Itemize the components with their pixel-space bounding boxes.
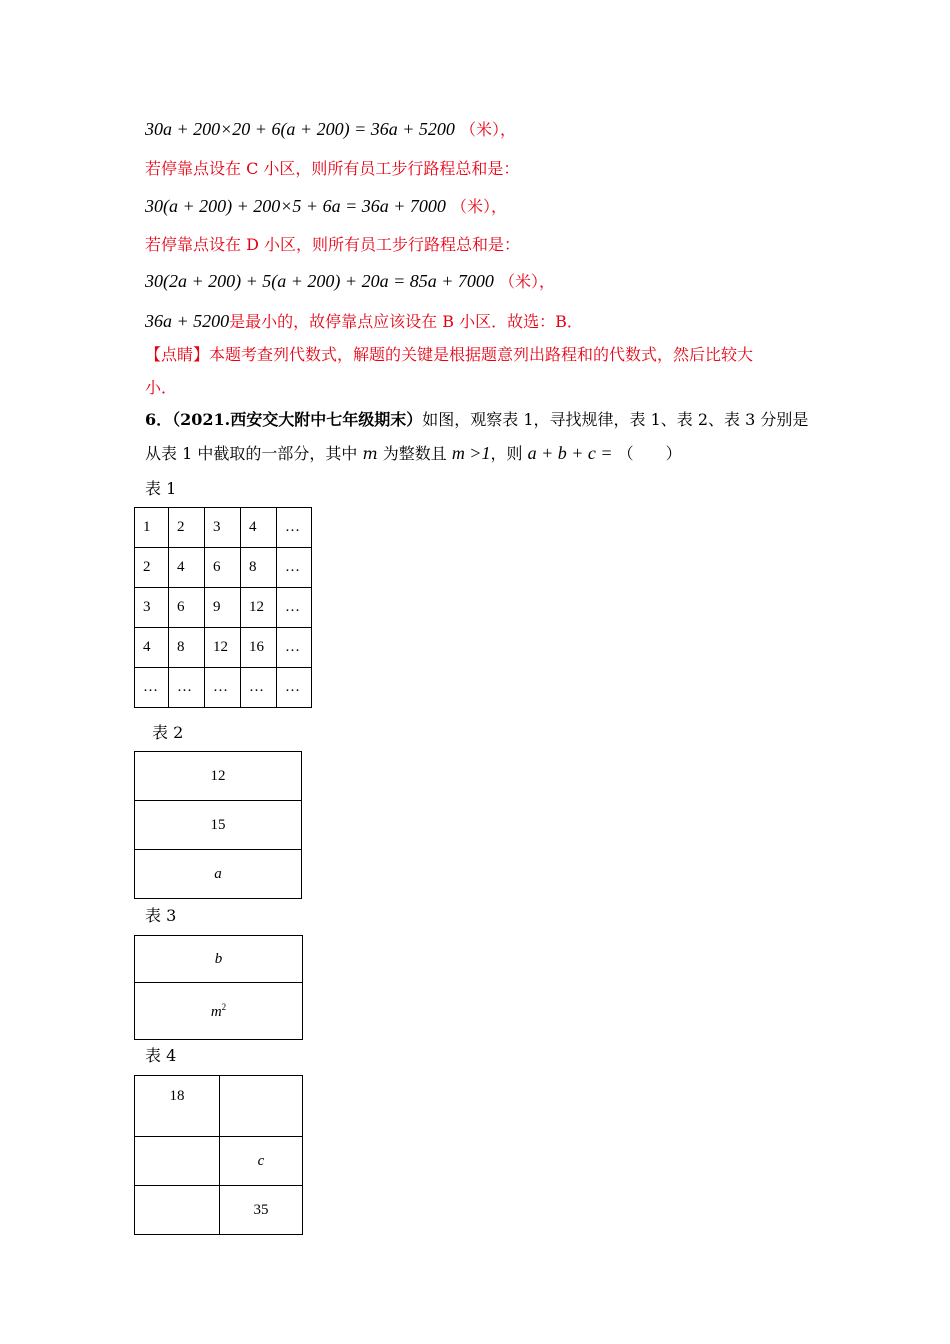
table1-cell: … (241, 668, 277, 708)
table3-cell-b: b (135, 936, 303, 983)
table1-cell: 2 (169, 508, 205, 548)
table1-cell: 6 (205, 548, 241, 588)
table3 (134, 935, 303, 1040)
comment-line-1 (145, 344, 753, 366)
table1-cell: … (169, 668, 205, 708)
conclusion-text: 是最小的，故停靠点应该设在 B 小区．故选：B． (229, 312, 583, 331)
m-base: m (210, 1003, 222, 1020)
table1-row (135, 508, 312, 548)
table1-cell: 4 (241, 508, 277, 548)
question-text-2b: 为整数且 (377, 444, 452, 463)
equation-c: 30(a + 200) + 200×5 + 6a = 36a + 7000 (145, 196, 446, 216)
table1-row (135, 548, 312, 588)
equation-b: 30a + 200×20 + 6(a + 200) = 36a + 5200 (145, 119, 455, 139)
table1 (134, 507, 312, 708)
table2-caption: 表 2 (152, 723, 184, 742)
sum-expression: a + b + c = (527, 443, 613, 463)
table3-cell-m2 (135, 983, 303, 1040)
table1-cell: 6 (169, 588, 205, 628)
equation-d-line (145, 270, 555, 293)
question-line-1 (145, 409, 808, 431)
comment-line-2: 小． (145, 378, 178, 397)
table4-cell (135, 1137, 220, 1186)
unit-c: （米）， (450, 197, 507, 216)
question-source: （2021.西安交大附中七年级期末） (172, 410, 423, 429)
table4-cell (220, 1076, 303, 1137)
question-text-2a: 从表 1 中截取的一部分，其中 (145, 444, 363, 463)
table1-cell: … (135, 668, 169, 708)
table2-cell: 15 (135, 801, 302, 850)
table1-cell: … (277, 548, 312, 588)
table1-cell: 2 (135, 548, 169, 588)
equation-b-line (145, 118, 516, 141)
table1-row (135, 668, 312, 708)
table1-cell: … (277, 588, 312, 628)
table1-cell: … (205, 668, 241, 708)
unit-d: （米）， (498, 272, 555, 291)
answer-blank: （ ） (617, 444, 682, 463)
equation-c-line (145, 195, 507, 218)
table1-cell: 12 (241, 588, 277, 628)
table4-caption: 表 4 (145, 1046, 177, 1065)
table1-cell: … (277, 508, 312, 548)
table1-cell: 1 (135, 508, 169, 548)
table2-cell-a: a (135, 850, 302, 899)
question-text-1: 如图，观察表 1，寻找规律，表 1、表 2、表 3 分别是 (422, 410, 809, 429)
table1-cell: 8 (241, 548, 277, 588)
table4 (134, 1075, 303, 1235)
case-d-text: 若停靠点设在 D 小区，则所有员工步行路程总和是： (145, 235, 521, 254)
equation-d: 30(2a + 200) + 5(a + 200) + 20a = 85a + 7000 (145, 271, 494, 291)
table1-row (135, 628, 312, 668)
table1-cell: 16 (241, 628, 277, 668)
table4-cell-c: c (220, 1137, 303, 1186)
case-c-text: 若停靠点设在 C 小区，则所有员工步行路程总和是： (145, 159, 520, 178)
table4-cell: 18 (135, 1076, 220, 1137)
table1-cell: 8 (169, 628, 205, 668)
unit-b: （米）， (459, 120, 516, 139)
table1-cell: 4 (169, 548, 205, 588)
table1-cell: 12 (205, 628, 241, 668)
table1-cell: 9 (205, 588, 241, 628)
table2-cell: 12 (135, 752, 302, 801)
conclusion-line (145, 310, 583, 333)
comment-tag: 【点睛】 (145, 345, 210, 364)
question-text-2c: ，则 (490, 444, 528, 463)
table1-cell: 4 (135, 628, 169, 668)
question-line-2 (145, 442, 682, 465)
table1-cell: … (277, 668, 312, 708)
table2 (134, 751, 302, 899)
question-number: 6． (145, 410, 173, 429)
table4-cell (135, 1186, 220, 1235)
table4-cell: 35 (220, 1186, 303, 1235)
m-exponent: 2 (221, 1001, 227, 1012)
table1-cell: … (277, 628, 312, 668)
comment-text-1: 本题考查列代数式，解题的关键是根据题意列出路程和的代数式，然后比较大 (209, 345, 754, 364)
table1-cell: 3 (205, 508, 241, 548)
conclusion-math: 36a + 5200 (145, 311, 230, 331)
table1-caption: 表 1 (145, 479, 177, 498)
table1-cell: 3 (135, 588, 169, 628)
condition: m >1 (451, 443, 491, 463)
variable-m: m (362, 444, 378, 463)
table3-caption: 表 3 (145, 906, 177, 925)
table1-row (135, 588, 312, 628)
